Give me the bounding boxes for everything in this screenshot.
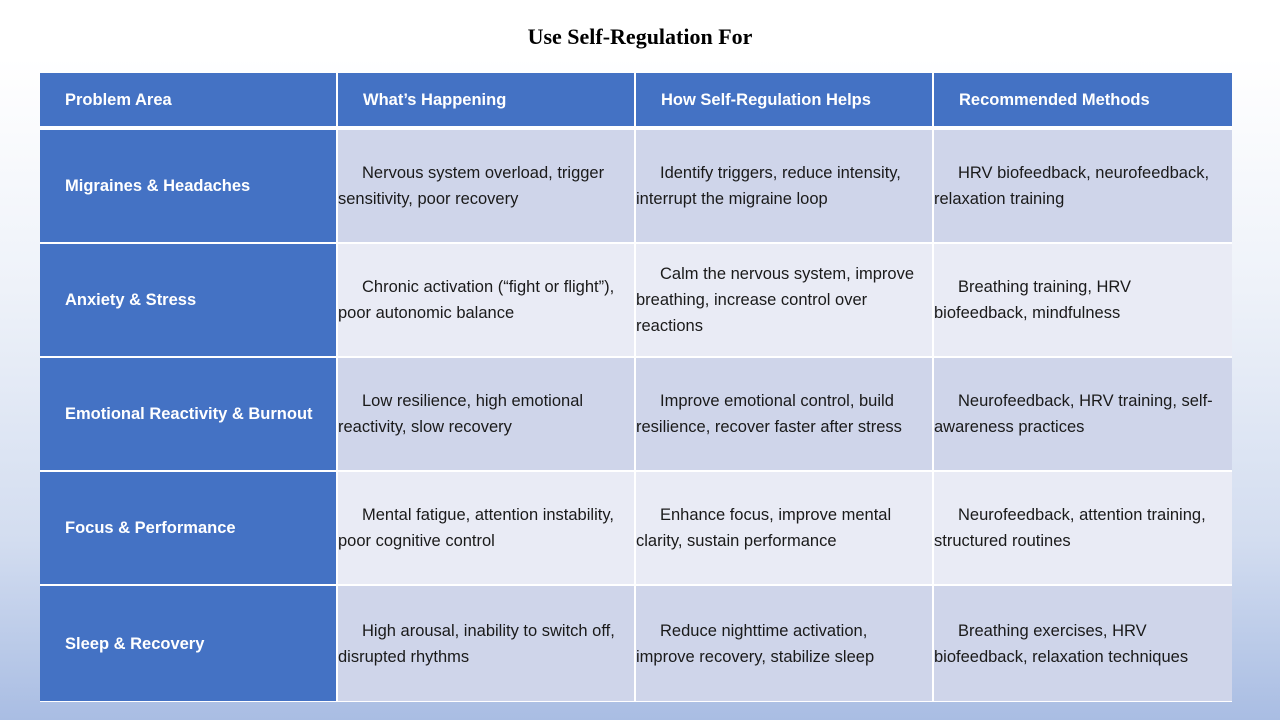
header-how-it-helps: How Self-Regulation Helps: [636, 73, 934, 130]
cell-text: Reduce nighttime activation, improve recovery, stabilize sleep: [636, 621, 875, 666]
cell-text: High arousal, inability to switch off, disrupted rhythms: [338, 621, 615, 666]
row-helps-cell: [636, 472, 934, 586]
cell-text: Identify triggers, reduce intensity, interrupt the migraine loop: [636, 164, 901, 208]
row-methods-cell: [934, 586, 1232, 701]
row-problem-area: Anxiety & Stress: [40, 244, 338, 358]
cell-text: Chronic activation (“fight or flight”), poor autonomic balance: [338, 278, 615, 322]
row-problem-area: Emotional Reactivity & Burnout: [40, 358, 338, 472]
row-happening-cell: [338, 586, 636, 701]
cell-text: Low resilience, high emotional reactivity, slow recovery: [338, 392, 584, 436]
row-happening-cell: [338, 358, 636, 472]
cell-text: Breathing training, HRV biofeedback, mindfulness: [934, 278, 1132, 322]
header-recommended-methods: Recommended Methods: [934, 73, 1232, 130]
row-problem-area: Migraines & Headaches: [40, 130, 338, 244]
row-happening-cell: [338, 244, 636, 358]
row-methods-cell: [934, 472, 1232, 586]
row-methods-cell: [934, 244, 1232, 358]
row-problem-area: Focus & Performance: [40, 472, 338, 586]
header-whats-happening: What’s Happening: [338, 73, 636, 130]
row-happening-cell: [338, 472, 636, 586]
header-problem-area: Problem Area: [40, 73, 338, 130]
row-helps-cell: [636, 130, 934, 244]
cell-text: Mental fatigue, attention instability, poor cognitive control: [338, 506, 614, 550]
row-methods-cell: [934, 130, 1232, 244]
row-happening-cell: [338, 130, 636, 244]
cell-text: Improve emotional control, build resilience, recover faster after stress: [636, 392, 902, 436]
cell-text: Neurofeedback, HRV training, self-awareness practices: [934, 392, 1213, 436]
self-regulation-table: [40, 73, 1232, 702]
cell-text: Neurofeedback, attention training, structured routines: [934, 506, 1206, 550]
row-problem-area: Sleep & Recovery: [40, 586, 338, 701]
cell-text: Nervous system overload, trigger sensitivity, poor recovery: [338, 164, 605, 208]
row-methods-cell: [934, 358, 1232, 472]
row-helps-cell: [636, 586, 934, 701]
cell-text: HRV biofeedback, neurofeedback, relaxation training: [934, 164, 1210, 208]
slide-title: Use Self-Regulation For: [527, 24, 753, 49]
cell-text: Breathing exercises, HRV biofeedback, relaxation techniques: [934, 621, 1189, 666]
cell-text: Enhance focus, improve mental clarity, sustain performance: [636, 506, 892, 550]
row-helps-cell: [636, 244, 934, 358]
cell-text: Calm the nervous system, improve breathing, increase control over reactions: [636, 265, 915, 335]
row-helps-cell: [636, 358, 934, 472]
